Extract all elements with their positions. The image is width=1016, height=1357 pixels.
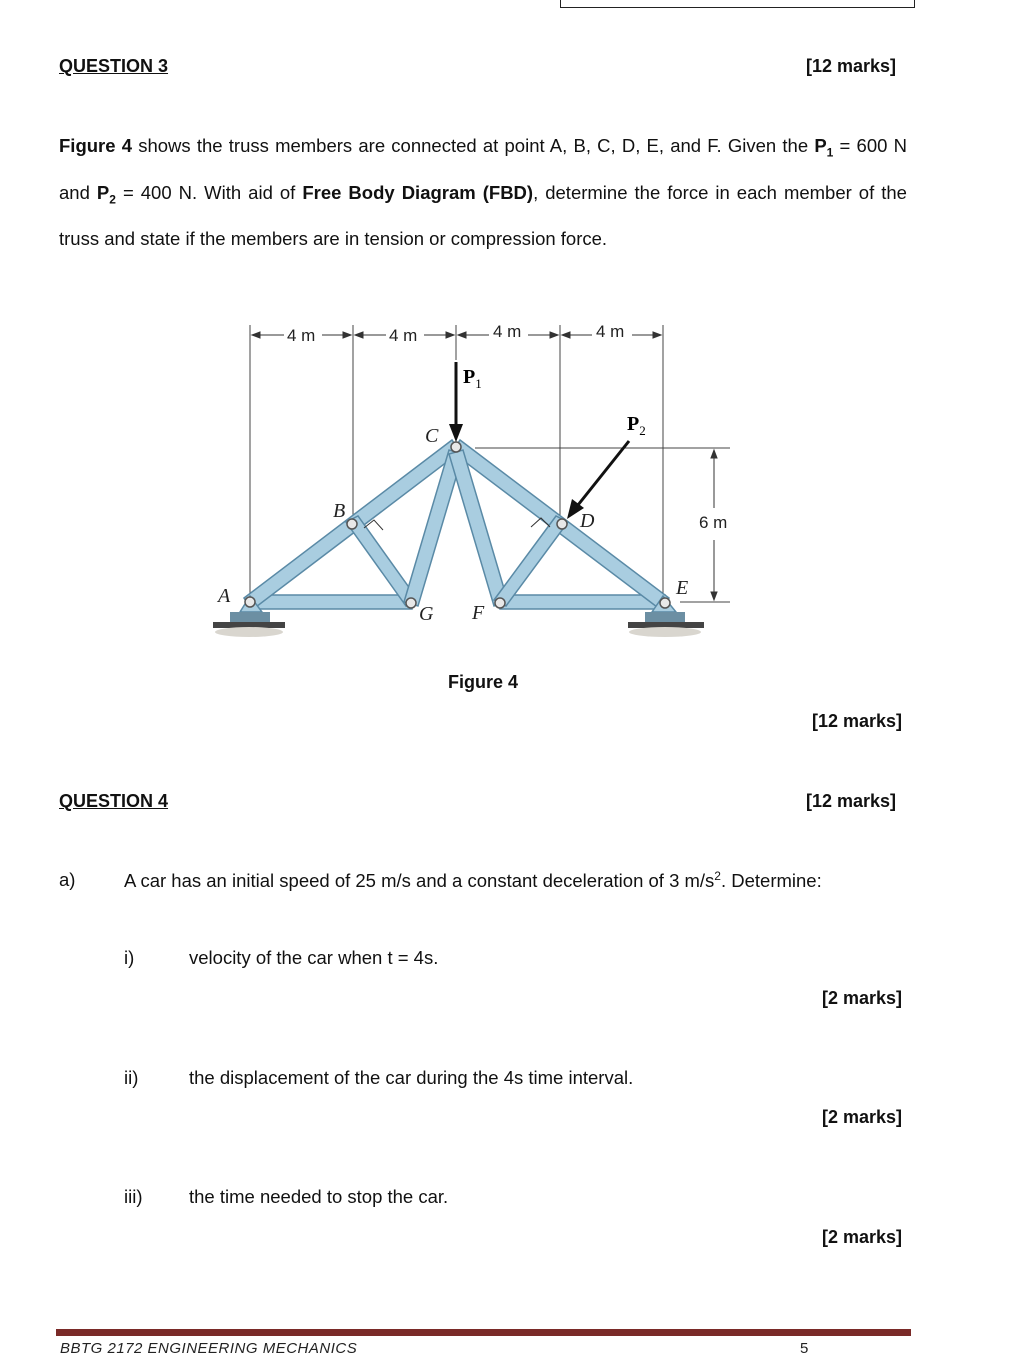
p2-symbol: $P_2$ [96,181,116,207]
dim-label-4: 4 m [596,322,625,341]
q3-text-part2: , determine the force in each member of the truss and state if the members are in tension or compression force. [59,181,907,250]
figure-caption: Figure 4 [448,672,519,692]
subpart-iii-text: the time needed to stop the car. [189,1186,449,1207]
joint-G-label: G [419,603,434,625]
footer-page-number: 5 [800,1340,809,1357]
joint-F-label: F [472,602,485,624]
joint-F-pin [495,598,505,608]
subpart-i-text: velocity of the car when t = 4s. [189,947,439,968]
subpart-iii-label: iii) [124,1186,143,1207]
question4-heading: QUESTION 4 [59,791,169,811]
subpart-i-marks: [2 marks] [822,988,903,1008]
footer-course: BBTG 2172 ENGINEERING MECHANICS [60,1340,358,1357]
subpart-i-label: i) [124,947,135,968]
question3-marks: [12 marks] [806,56,897,76]
right-angle-markers [364,518,550,530]
question3-text [59,126,907,259]
joint-A-pin [245,597,255,607]
joint-B-pin [347,519,357,529]
part-a-label: a) [59,869,76,890]
subpart-ii-label: ii) [124,1067,139,1088]
member-AG [250,595,412,609]
footer-bar [56,1329,911,1336]
joint-A-label: A [218,585,231,607]
q3-text-part1: shows the truss members are connected at point A, B, C, D, E, and F. Given the [132,135,815,156]
member-DF [494,516,568,606]
joint-D-label: D [580,510,595,532]
joint-G-pin [406,598,416,608]
fbd-bold: Free Body Diagram (FBD) [302,181,534,203]
p1-value: = 600 N and [59,135,907,203]
p1-label: $P_1$ [463,366,482,391]
subpart-ii-marks: [2 marks] [822,1107,903,1127]
load-P1 [449,362,463,442]
joint-B-label: B [333,500,346,522]
figure-ref: Figure 4 [59,135,133,156]
joint-C-label: C [425,425,439,447]
joint-C-pin [451,442,461,452]
p1-symbol: $P_1$ [814,135,834,160]
question4-marks: [12 marks] [806,791,897,811]
joint-E-label: E [676,577,689,599]
header-box [560,0,915,8]
subpart-ii-text: the displacement of the car during the 4s time interval. [189,1067,634,1088]
truss-figure [200,315,740,655]
p2-label: $P_2$ [627,413,646,438]
part-a-text: A car has an initial speed of 25 m/s and a constant deceleration of 3 $m/s^2$. Determine: [124,869,822,892]
member-FE [500,595,665,609]
truss-members [244,440,669,610]
height-label: 6 m [699,513,728,532]
question3-marks-bottom: [12 marks] [812,711,903,731]
load-P2 [567,441,629,519]
dim-label-1: 4 m [287,326,316,345]
joint-D-pin [557,519,567,529]
question3-heading: QUESTION 3 [59,56,169,76]
joint-E-pin [660,598,670,608]
dim-label-2: 4 m [389,326,418,345]
subpart-iii-marks: [2 marks] [822,1227,903,1247]
p2-value: = 400 N. With aid of [115,181,303,203]
dim-label-3: 4 m [493,322,522,341]
